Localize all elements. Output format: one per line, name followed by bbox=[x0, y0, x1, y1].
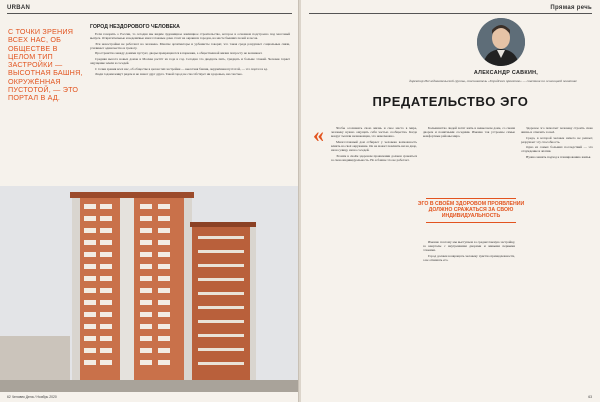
paragraph: Если говорить о России, то сегодня мы видим чудовищное жилищное строительство, которое в основном подстроено под массовый выпуск. Отвратительные и недешёвые многоэтажные дома стоят на окраинах городов, на месте бывших полей и лесов. bbox=[90, 32, 290, 41]
paragraph: Многоэтажный дом отбирает у человека возможность влиять на своё окружение. Он не может повлиять ни на двор, ни на улицу, ни на соседей. bbox=[331, 139, 417, 152]
highrise-building-photo bbox=[0, 186, 299, 392]
article-column-2-top bbox=[423, 126, 515, 188]
right-page bbox=[301, 0, 600, 402]
mid-quote-text: ЭГО В СВОЁМ ЗДОРОВОМ ПРОЯВЛЕНИИ ДОЛЖНО СРАЖАТЬСЯ ЗА СВОЮ ИНДИВИДУАЛЬНОСТЬ bbox=[417, 201, 525, 220]
paragraph: Средняя высота новых домов в Москве растёт из года в год. Сегодня это двадцать пять, тридцать и больше этажей. Человек теряет ощущение земли и соседей. bbox=[90, 56, 290, 66]
author-portrait bbox=[477, 18, 525, 66]
paragraph: Большинство людей хотят жить в невысоком доме, со своим двором и понятными соседями. Именно так устроены самые комфортные районы мира. bbox=[423, 126, 515, 139]
article-column-3 bbox=[521, 126, 593, 388]
section-tag-urban: URBAN bbox=[7, 5, 31, 11]
headline: ПРЕДАТЕЛЬСТВО ЭГО bbox=[372, 94, 529, 109]
header-rule bbox=[309, 13, 592, 14]
mid-quote bbox=[411, 196, 531, 225]
paragraph: Город должен возвращать человеку чувство принадлежности, а не отнимать его. bbox=[423, 253, 515, 262]
opening-quote-mark: « bbox=[313, 122, 324, 147]
header-rule bbox=[7, 13, 292, 14]
portrait-illustration bbox=[477, 18, 525, 66]
section-tag-direct-speech: Прямая речь bbox=[550, 5, 592, 11]
page-footer: 62 Человек Дела / Ноябрь 2020 bbox=[7, 395, 57, 399]
paragraph: Именно поэтому мы выступаем за среднеэтажную застройку, за кварталы с внутренними дворами и живыми первыми этажами. bbox=[423, 240, 515, 253]
paragraph: Эгоизм в своём здоровом проявлении должен сражаться за свою индивидуальность. Но в башне это не работает. bbox=[331, 153, 417, 162]
paragraph: Одно из самых больших последствий — это отчуждение и апатия. bbox=[521, 145, 593, 154]
article-body bbox=[90, 32, 290, 182]
article-title: ГОРОД НЕЗДОРОВОГО ЧЕЛОВЕКА bbox=[90, 24, 180, 30]
paragraph: С точки зрения всех нас, об обществе в целом тип застройки — высотная башня, окружённая пустотой, — это портал в ад. bbox=[95, 66, 268, 71]
paragraph: Пространство между домами пустует, дворы превращаются в парковки, а общественной жизни попросту не возникает. bbox=[95, 51, 263, 56]
building-illustration bbox=[0, 186, 299, 392]
paragraph: Люди годами живут рядом и не знают друг друга. Такой город не способствует ни здоровью, ни счастью. bbox=[95, 72, 243, 77]
paragraph: Эти новостройки не работают на человека. Многие архитекторы и урбанисты говорят, что такая среда разрушает социальные связи, усиливает одиночество и тревогу. bbox=[90, 41, 290, 50]
page-number: 63 bbox=[588, 395, 592, 399]
article-column-1 bbox=[331, 126, 417, 388]
paragraph: Здоровое эго помогает человеку строить свою жизнь и отвечать за неё. bbox=[521, 126, 593, 135]
author-role: директор Исследовательской группы, сооснователь «Городских проектов» — советник по жилищной политике bbox=[409, 79, 577, 83]
paragraph: Нужно менять подход к планированию жилья. bbox=[526, 155, 592, 160]
paragraph: Чтобы осознавать свою жизнь и свое место в мире, человеку нужно ощущать себя частью сообщества. Когда вокруг тысячи незнакомцев, это невозможно. bbox=[331, 126, 417, 139]
quote-rule-top bbox=[426, 198, 516, 199]
article-column-2-bottom bbox=[423, 240, 515, 388]
left-page bbox=[0, 0, 299, 402]
author-name: АЛЕКСАНДР САВКИН, bbox=[473, 70, 539, 76]
paragraph: Среда, в которой человек ничего не решает, разрушает эту способность. bbox=[521, 135, 593, 144]
pull-quote: С ТОЧКИ ЗРЕНИЯ ВСЕХ НАС, ОБ ОБЩЕСТВЕ В ЦЕЛОМ ТИП ЗАСТРОЙКИ — ВЫСОТНАЯ БАШНЯ, ОКРУЖЁННАЯ ПУСТОТОЙ, — ЭТО ПОРТАЛ В АД. bbox=[8, 27, 83, 103]
quote-rule-bottom bbox=[426, 222, 516, 223]
